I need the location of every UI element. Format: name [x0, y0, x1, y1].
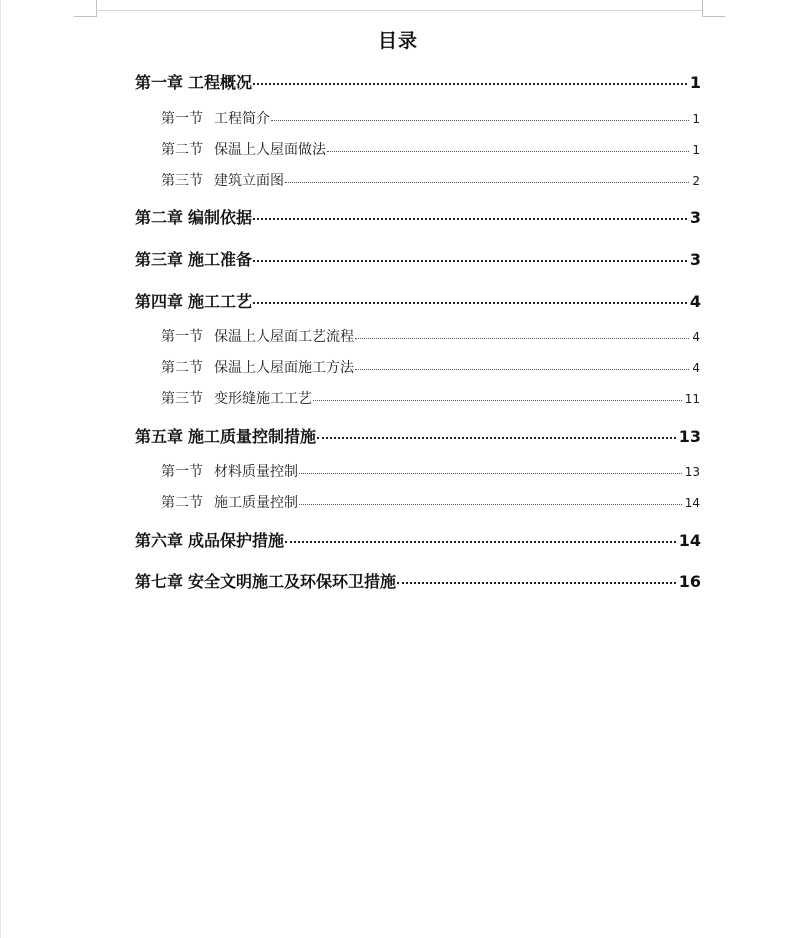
toc-title: 目录 [377, 30, 418, 52]
toc-entry-section[interactable] [161, 357, 700, 377]
toc-entry-page: 2 [692, 174, 700, 188]
toc-entry-section[interactable] [161, 492, 700, 512]
toc-entry-number: 第三节 [161, 391, 203, 407]
toc-entry-chapter[interactable] [135, 70, 701, 93]
toc-dot-leader [397, 582, 676, 584]
toc-entry-page: 11 [684, 392, 700, 406]
toc-entry-title: 保温上人屋面做法 [214, 142, 326, 158]
toc-entry-number: 第六章 [135, 531, 184, 550]
toc-entry-number: 第二章 [135, 208, 184, 227]
toc-entry-number: 第一节 [161, 111, 203, 127]
toc-entry-title: 保温上人屋面施工方法 [214, 360, 354, 376]
toc-entry-section[interactable] [161, 108, 700, 128]
toc-dot-leader [299, 504, 682, 505]
toc-entry-page: 3 [689, 250, 701, 269]
toc-entry-chapter[interactable] [135, 424, 701, 447]
toc-entry-title: 工程概况 [188, 73, 253, 92]
toc-entry-title: 保温上人屋面工艺流程 [214, 329, 354, 345]
toc-entry-title: 成品保护措施 [188, 531, 285, 550]
toc-entry-page: 1 [692, 112, 700, 126]
toc-entry-title: 变形缝施工工艺 [214, 391, 312, 407]
toc-entry-page: 16 [678, 572, 701, 591]
crop-mark-top-right [702, 0, 725, 17]
toc-dot-leader [285, 541, 676, 543]
crop-mark-top-left [74, 0, 97, 17]
toc-entry-number: 第五章 [135, 427, 184, 446]
toc-entry-number: 第一节 [161, 464, 203, 480]
toc-entry-number: 第二节 [161, 142, 203, 158]
toc-entry-title: 施工质量控制措施 [188, 427, 317, 446]
toc-entry-number: 第一章 [135, 73, 184, 92]
toc-entry-section[interactable] [161, 388, 700, 408]
toc-entry-chapter[interactable] [135, 528, 701, 551]
toc-entry-number: 第七章 [135, 572, 184, 591]
toc-entry-title: 材料质量控制 [214, 464, 298, 480]
toc-dot-leader [299, 473, 682, 474]
page-top-rule [96, 10, 702, 11]
toc-entry-chapter[interactable] [135, 289, 701, 312]
toc-dot-leader [327, 151, 689, 152]
toc-entry-title: 工程简介 [214, 111, 270, 127]
toc-entry-section[interactable] [161, 139, 700, 159]
toc-entry-number: 第二节 [161, 495, 203, 511]
toc-entry-page: 4 [692, 330, 700, 344]
toc-entry-page: 4 [692, 361, 700, 375]
toc-entry-section[interactable] [161, 326, 700, 346]
toc-dot-leader [253, 83, 687, 85]
toc-entry-chapter[interactable] [135, 205, 701, 228]
toc-dot-leader [253, 218, 687, 220]
toc-dot-leader [355, 369, 689, 370]
toc-entry-section[interactable] [161, 461, 700, 481]
toc-entry-page: 4 [689, 292, 701, 311]
toc-entry-page: 3 [689, 208, 701, 227]
toc-dot-leader [253, 260, 687, 262]
toc-entry-title: 施工准备 [188, 250, 253, 269]
page-edge [0, 0, 1, 938]
toc-entry-number: 第四章 [135, 292, 184, 311]
toc-entry-page: 13 [684, 465, 700, 479]
toc-entry-page: 1 [689, 73, 701, 92]
toc-dot-leader [285, 182, 689, 183]
toc-entry-number: 第三章 [135, 250, 184, 269]
toc-entry-title: 编制依据 [188, 208, 253, 227]
toc-entry-page: 14 [684, 496, 700, 510]
toc-entry-number: 第三节 [161, 173, 203, 189]
toc-dot-leader [253, 302, 687, 304]
toc-entry-title: 建筑立面图 [214, 173, 284, 189]
toc-dot-leader [317, 437, 676, 439]
toc-entry-title: 安全文明施工及环保环卫措施 [188, 572, 397, 591]
toc-entry-page: 1 [692, 143, 700, 157]
toc-dot-leader [355, 338, 689, 339]
toc-entry-page: 13 [678, 427, 701, 446]
toc-entry-number: 第二节 [161, 360, 203, 376]
toc-entry-chapter[interactable] [135, 569, 701, 592]
toc-entry-chapter[interactable] [135, 247, 701, 270]
toc-entry-title: 施工工艺 [188, 292, 253, 311]
toc-entry-section[interactable] [161, 170, 700, 190]
toc-dot-leader [271, 120, 689, 121]
toc-entry-number: 第一节 [161, 329, 203, 345]
toc-entry-page: 14 [678, 531, 701, 550]
toc-entry-title: 施工质量控制 [214, 495, 298, 511]
toc-dot-leader [313, 400, 682, 401]
